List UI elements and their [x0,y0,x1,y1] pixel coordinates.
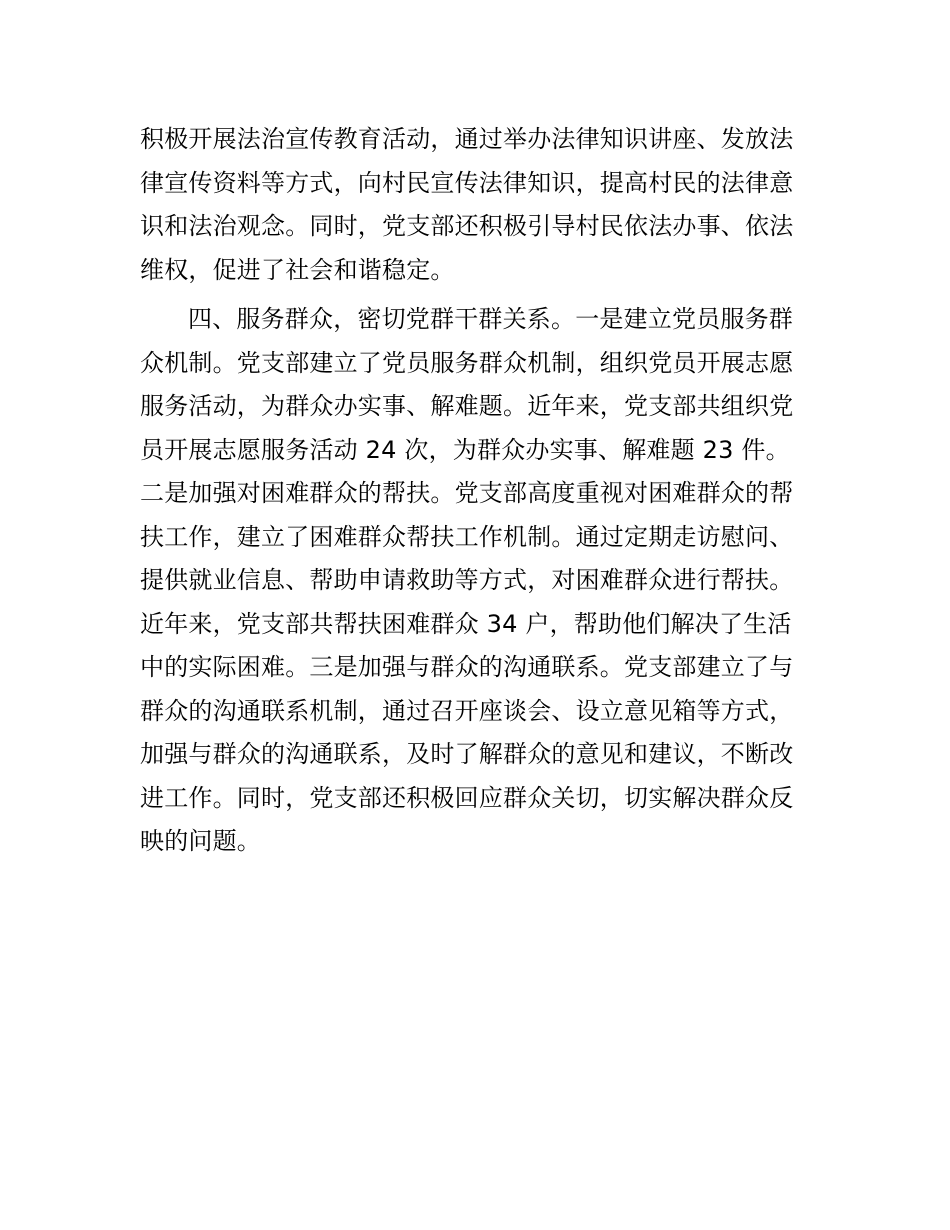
text-line: 提供就业信息、帮助申请救助等方式，对困难群众进行帮扶。 [140,566,794,594]
text-line: 二是加强对困难群众的帮扶。党支部高度重视对困难群众的帮 [140,479,794,507]
text-line: 中的实际困难。三是加强与群众的沟通联系。党支部建立了与 [140,653,794,681]
text-line: 扶工作，建立了困难群众帮扶工作机制。通过定期走访慰问、 [140,522,794,551]
paragraph-serve-masses [140,298,812,864]
text-line: 服务活动，为群众办实事、解难题。近年来，党支部共组织党 [140,392,794,420]
paragraph-legal-education [140,118,812,292]
text-line: 员开展志愿服务活动 24 次，为群众办实事、解难题 23 件。 [140,435,790,464]
text-line: 众机制。党支部建立了党员服务群众机制，组织党员开展志愿 [140,348,794,377]
text-line: 群众的沟通联系机制，通过召开座谈会、设立意见箱等方式， [140,696,794,725]
text-line: 律宣传资料等方式，向村民宣传法律知识，提高村民的法律意 [140,168,794,197]
text-line: 映的问题。 [140,827,261,855]
text-line: 进工作。同时，党支部还积极回应群众关切，切实解决群众反 [140,783,794,812]
text-line: 加强与群众的沟通联系，及时了解群众的意见和建议，不断改 [140,740,794,768]
document-body [140,118,812,864]
text-line: 积极开展法治宣传教育活动，通过举办法律知识讲座、发放法 [140,125,794,153]
text-line: 近年来，党支部共帮扶困难群众 34 户，帮助他们解决了生活 [140,609,792,638]
text-line: 维权，促进了社会和谐稳定。 [140,255,455,284]
text-line: 识和法治观念。同时，党支部还积极引导村民依法办事、依法 [140,212,794,240]
text-line-indented: 四、服务群众，密切党群干群关系。一是建立党员服务群 [188,305,793,333]
